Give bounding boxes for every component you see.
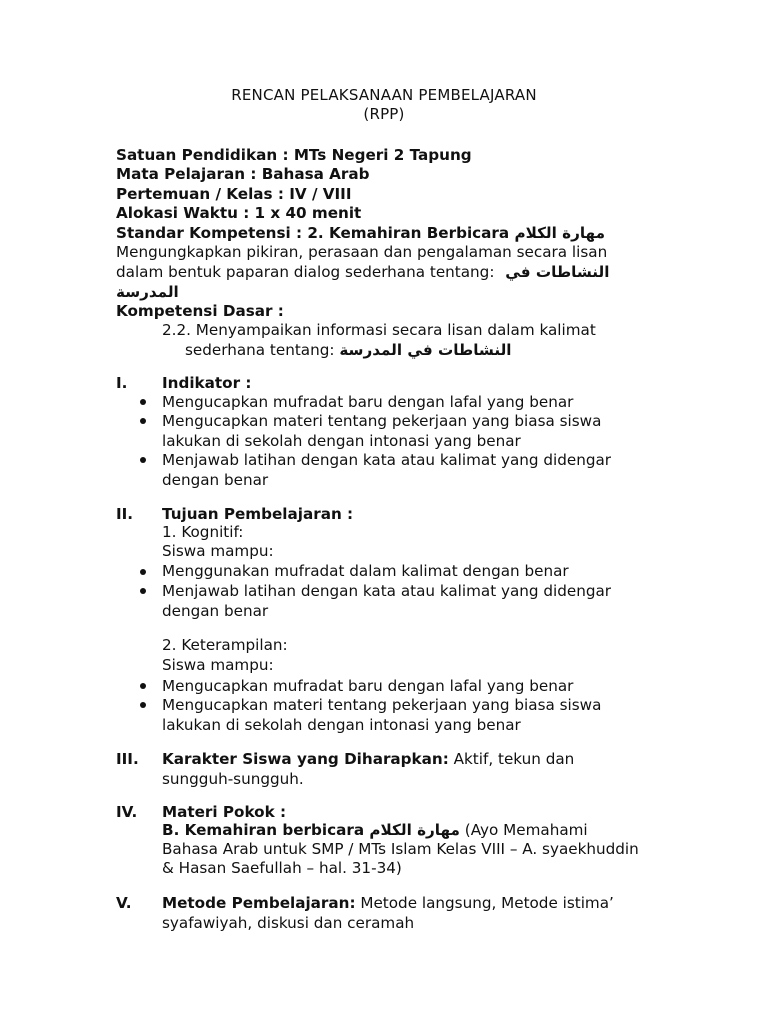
keterampilan-item-2-line1: Mengucapkan materi tentang pekerjaan yang biasa siswa	[162, 696, 602, 714]
mata-pelajaran: Mata Pelajaran : Bahasa Arab	[116, 165, 370, 183]
section-5-line1	[162, 894, 614, 913]
section-3-text: Aktif, tekun dan	[448, 750, 575, 768]
keterampilan-intro: Siswa mampu:	[162, 656, 274, 674]
section-3-number: III.	[116, 750, 139, 768]
section-5-text: Metode langsung, Metode istima’	[355, 894, 614, 912]
materi-pokok-bold: B. Kemahiran berbicara	[162, 821, 370, 839]
kompetensi-dasar-text: sederhana tentang:	[185, 341, 340, 359]
keterampilan-item-2-line2: lakukan di sekolah dengan intonasi yang benar	[162, 716, 521, 734]
bullet-icon	[140, 457, 146, 463]
document-subtitle: (RPP)	[363, 105, 405, 123]
standar-kompetensi	[116, 224, 605, 243]
sk-description-arabic: النشاطات في	[505, 263, 610, 281]
section-1-number: I.	[116, 374, 128, 392]
standar-kompetensi-arabic: مهارة الكلام	[514, 224, 605, 242]
section-3-line1	[162, 750, 574, 769]
kognitif-title: 1. Kognitif:	[162, 523, 244, 541]
materi-pokok-line2: Bahasa Arab untuk SMP / MTs Islam Kelas VIII – A. syaekhuddin	[162, 840, 639, 858]
section-3-heading: Karakter Siswa yang Diharapkan:	[162, 750, 449, 768]
materi-pokok-text: (Ayo Memahami	[459, 821, 588, 839]
indikator-item-1: Mengucapkan mufradat baru dengan lafal yang benar	[162, 393, 574, 411]
pertemuan-kelas: Pertemuan / Kelas : IV / VIII	[116, 185, 352, 203]
materi-pokok-arabic: مهارة الكلام	[369, 821, 460, 839]
bullet-icon	[140, 418, 146, 424]
section-1-heading: Indikator :	[162, 374, 252, 392]
kognitif-item-1: Menggunakan mufradat dalam kalimat dengan benar	[162, 562, 569, 580]
standar-kompetensi-label: Standar Kompetensi : 2. Kemahiran Berbicara	[116, 224, 515, 242]
bullet-icon	[140, 399, 146, 405]
indikator-item-2-line1: Mengucapkan materi tentang pekerjaan yang biasa siswa	[162, 412, 602, 430]
kompetensi-dasar-line1: 2.2. Menyampaikan informasi secara lisan dalam kalimat	[162, 321, 596, 339]
kognitif-item-2-line1: Menjawab latihan dengan kata atau kalimat yang didengar	[162, 582, 612, 600]
kompetensi-dasar-arabic: النشاطات في المدرسة	[339, 341, 512, 359]
indikator-item-3-line2: dengan benar	[162, 471, 269, 489]
sk-description-line2	[116, 263, 609, 282]
bullet-icon	[140, 702, 146, 708]
sk-description-text: dalam bentuk paparan dialog sederhana tentang:	[116, 263, 500, 281]
indikator-item-3-line1: Menjawab latihan dengan kata atau kalimat yang didengar	[162, 451, 612, 469]
section-3-line2: sungguh-sungguh.	[162, 770, 304, 788]
section-5-number: V.	[116, 894, 132, 912]
bullet-icon	[140, 588, 146, 594]
section-2-number: II.	[116, 505, 134, 523]
sk-description-arabic-line3: المدرسة	[116, 283, 179, 301]
indikator-item-2-line2: lakukan di sekolah dengan intonasi yang benar	[162, 432, 521, 450]
bullet-icon	[140, 569, 146, 575]
sk-description-line1: Mengungkapkan pikiran, perasaan dan pengalaman secara lisan	[116, 243, 608, 261]
kognitif-item-2-line2: dengan benar	[162, 602, 269, 620]
keterampilan-title: 2. Keterampilan:	[162, 636, 288, 654]
kompetensi-dasar-label: Kompetensi Dasar :	[116, 302, 284, 320]
section-4-number: IV.	[116, 803, 138, 821]
document-title: RENCAN PELAKSANAAN PEMBELAJARAN	[231, 86, 537, 104]
section-5-heading: Metode Pembelajaran:	[162, 894, 356, 912]
kognitif-intro: Siswa mampu:	[162, 542, 274, 560]
kompetensi-dasar-line2	[185, 341, 512, 360]
satuan-pendidikan: Satuan Pendidikan : MTs Negeri 2 Tapung	[116, 146, 472, 164]
section-5-line2: syafawiyah, diskusi dan ceramah	[162, 914, 415, 932]
section-4-heading: Materi Pokok :	[162, 803, 287, 821]
materi-pokok-line3: & Hasan Saefullah – hal. 31-34)	[162, 859, 402, 877]
alokasi-waktu: Alokasi Waktu : 1 x 40 menit	[116, 204, 362, 222]
bullet-icon	[140, 683, 146, 689]
keterampilan-item-1: Mengucapkan mufradat baru dengan lafal yang benar	[162, 677, 574, 695]
materi-pokok-line1	[162, 821, 588, 840]
section-2-heading: Tujuan Pembelajaran :	[162, 505, 354, 523]
